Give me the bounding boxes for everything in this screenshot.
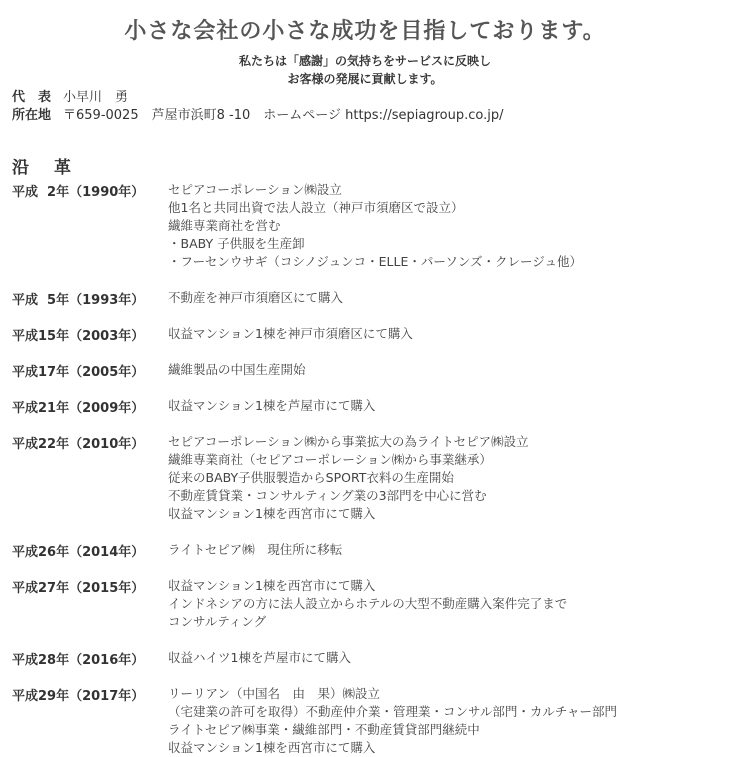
history-era: 平成 2年（1990年） xyxy=(12,185,145,200)
history-line: 繊維製品の中国生産開始 xyxy=(168,362,306,377)
history-line: 繊維専業商社（セピアコーポレーション㈱から事業継承） xyxy=(168,452,492,467)
history-details xyxy=(168,685,723,757)
history-line: インドネシアの方に法人設立からホテルの大型不動産購入案件完了まで xyxy=(168,596,568,611)
history-line: セピアコーポレーション㈱から事業拡大の為ライトセピア㈱設立 xyxy=(168,434,529,449)
history-era: 平成21年（2009年） xyxy=(12,401,145,416)
history-details xyxy=(168,397,723,415)
representative-label: 代 表 xyxy=(12,90,52,105)
history-era: 平成27年（2015年） xyxy=(12,581,145,596)
history-line: ・BABY 子供服を生産卸 xyxy=(168,236,305,251)
history-line: （宅建業の許可を取得）不動産仲介業・管理業・コンサル部門・カルチャー部門 xyxy=(168,704,618,719)
history-era: 平成22年（2010年） xyxy=(12,437,145,452)
history-line: 収益マンション1棟を神戸市須磨区にて購入 xyxy=(168,326,413,341)
history-line: セピアコーポレーション㈱設立 xyxy=(168,182,342,197)
history-details xyxy=(168,181,723,271)
address-label: 所在地 xyxy=(12,108,52,123)
history-era: 平成26年（2014年） xyxy=(12,545,145,560)
history-line: 収益ハイツ1棟を芦屋市にて購入 xyxy=(168,650,351,665)
history-line: 不動産を神戸市須磨区にて購入 xyxy=(168,290,344,305)
history-details xyxy=(168,289,723,307)
history-line: ・フーセンウサギ（コシノジュンコ・ELLE・パーソンズ・クレージュ他） xyxy=(168,254,582,269)
representative-name: 小早川 勇 xyxy=(63,90,129,105)
history-line: 収益マンション1棟を西宮市にて購入 xyxy=(168,740,376,755)
history-details xyxy=(168,325,723,343)
address-value: 〒659-0025 芦屋市浜町8 -10 ホームページ https://sepiagroup.co.jp/ xyxy=(63,108,504,123)
history-era: 平成17年（2005年） xyxy=(12,365,145,380)
history-line: 収益マンション1棟を西宮市にて購入 xyxy=(168,506,376,521)
history-line: 他1名と共同出資で法人設立（神戸市須磨区で設立） xyxy=(168,200,464,215)
history-era: 平成29年（2017年） xyxy=(12,689,145,704)
history-line: コンサルティング xyxy=(168,614,267,629)
history-line: 収益マンション1棟を芦屋市にて購入 xyxy=(168,398,376,413)
history-era: 平成 5年（1993年） xyxy=(12,293,145,308)
history-line: 繊維専業商社を営む xyxy=(168,218,281,233)
tagline-line-2: お客様の発展に貢献します。 xyxy=(287,72,443,86)
history-title: 沿 革 xyxy=(12,158,75,178)
history-line: 不動産賃貸業・コンサルティング業の3部門を中心に営む xyxy=(168,488,487,503)
history-details xyxy=(168,433,723,523)
history-details xyxy=(168,361,723,379)
history-line: 従来のBABY子供服製造からSPORT衣料の生産開始 xyxy=(168,470,454,485)
representative-row xyxy=(12,86,128,105)
address-row xyxy=(12,104,503,123)
history-details xyxy=(168,577,723,631)
history-line: リーリアン（中国名 由 果）㈱設立 xyxy=(168,686,381,701)
history-details xyxy=(168,541,723,559)
history-details xyxy=(168,649,723,667)
history-era: 平成15年（2003年） xyxy=(12,329,145,344)
history-era: 平成28年（2016年） xyxy=(12,653,145,668)
history-line: ライトセピア㈱事業・繊維部門・不動産賃貸部門継続中 xyxy=(168,722,480,737)
tagline-line-1: 私たちは「感謝」の気持ちをサービスに反映し xyxy=(238,54,491,68)
headline: 小さな会社の小さな成功を目指しております。 xyxy=(124,19,606,44)
history-line: 収益マンション1棟を西宮市にて購入 xyxy=(168,578,376,593)
history-line: ライトセピア㈱ 現住所に移転 xyxy=(168,542,343,557)
